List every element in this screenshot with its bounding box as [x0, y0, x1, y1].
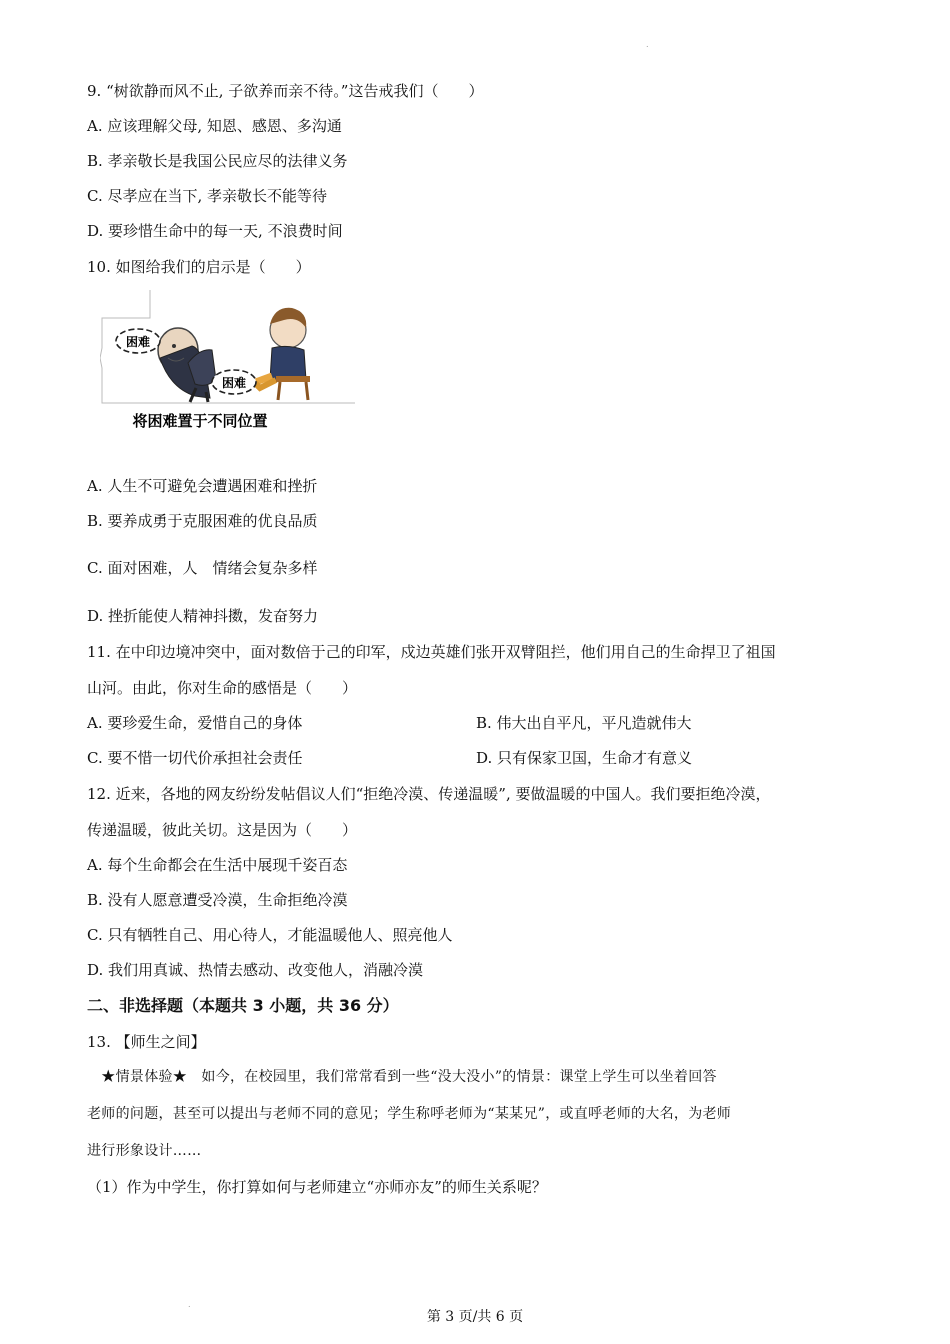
q10-stem: 10. 如图给我们的启示是（ ）	[87, 258, 311, 276]
q11-stem-line1: 11. 在中印边境冲突中，面对数倍于己的印军，戍边英雄们张开双臂阻拦，他们用自己的生命捍卫了祖国	[87, 643, 776, 661]
q10-option-a: A. 人生不可避免会遭遇困难和挫折	[87, 477, 318, 495]
q13-context-line1: ★情景体验★ 如今，在校园里，我们常常看到一些“没大没小”的情景：课堂上学生可以坐着回答	[87, 1069, 717, 1085]
q11-option-c: C. 要不惜一切代价承担社会责任	[87, 749, 303, 767]
q12-stem-line2: 传递温暖，彼此关切。这是因为（ ）	[87, 821, 358, 839]
section2-title: 二、非选择题（本题共 3 小题，共 36 分）	[87, 996, 399, 1015]
q12-option-c: C. 只有牺牲自己、用心待人，才能温暖他人、照亮他人	[87, 926, 453, 944]
q12-option-a: A. 每个生命都会在生活中展现千姿百态	[87, 856, 348, 874]
tag-difficulty-1: 困难	[125, 335, 151, 349]
q10-option-b: B. 要养成勇于克服困难的优良品质	[87, 512, 318, 530]
q12-stem-line1: 12. 近来，各地的网友纷纷发帖倡议人们“拒绝冷漠、传递温暖”, 要做温暖的中国人。我们要拒绝冷漠，	[87, 785, 771, 803]
q10-option-c: C. 面对困难，人 情绪会复杂多样	[87, 559, 318, 577]
q11-option-b: B. 伟大出自平凡，平凡造就伟大	[476, 714, 692, 732]
q11-option-a: A. 要珍爱生命，爱惜自己的身体	[87, 714, 303, 732]
q9-option-c: C. 尽孝应在当下, 孝亲敬长不能等待	[87, 187, 328, 205]
page-footer: 第 3 页/共 6 页	[426, 1309, 524, 1325]
q9-option-a: A. 应该理解父母, 知恩、感恩、多沟通	[87, 117, 342, 135]
q9-stem: 9. “树欲静而风不止, 子欲养而亲不待。”这告戒我们（ ）	[87, 82, 484, 100]
q13-context-line3: 进行形象设计……	[87, 1143, 202, 1159]
tag-difficulty-2: 困难	[221, 376, 247, 390]
q13-subquestion-1: （1）作为中学生，你打算如何与老师建立“亦师亦友”的师生关系呢？	[87, 1178, 547, 1196]
q9-option-d: D. 要珍惜生命中的每一天, 不浪费时间	[87, 222, 343, 240]
q13-context-line2: 老师的问题，甚至可以提出与老师不同的意见；学生称呼老师为“某某兄”，或直呼老师的大名，为老师	[87, 1106, 732, 1122]
q12-option-d: D. 我们用真诚、热情去感动、改变他人，消融冷漠	[87, 961, 424, 979]
scan-dot-2: .	[188, 1300, 191, 1309]
q10-option-d: D. 挫折能使人精神抖擞，发奋努力	[87, 607, 319, 625]
q13-stem: 13. 【师生之间】	[87, 1033, 206, 1051]
figure-caption: 将困难置于不同位置	[132, 412, 268, 430]
q11-option-d: D. 只有保家卫国，生命才有意义	[476, 749, 693, 767]
q10-cartoon-figure	[100, 288, 358, 440]
burdened-man-drawing	[158, 328, 216, 402]
scan-dot: .	[646, 40, 649, 49]
q12-option-b: B. 没有人愿意遭受冷漠，生命拒绝冷漠	[87, 891, 348, 909]
q9-option-b: B. 孝亲敬长是我国公民应尽的法律义务	[87, 152, 348, 170]
q11-stem-line2: 山河。由此，你对生命的感悟是（ ）	[87, 679, 358, 697]
